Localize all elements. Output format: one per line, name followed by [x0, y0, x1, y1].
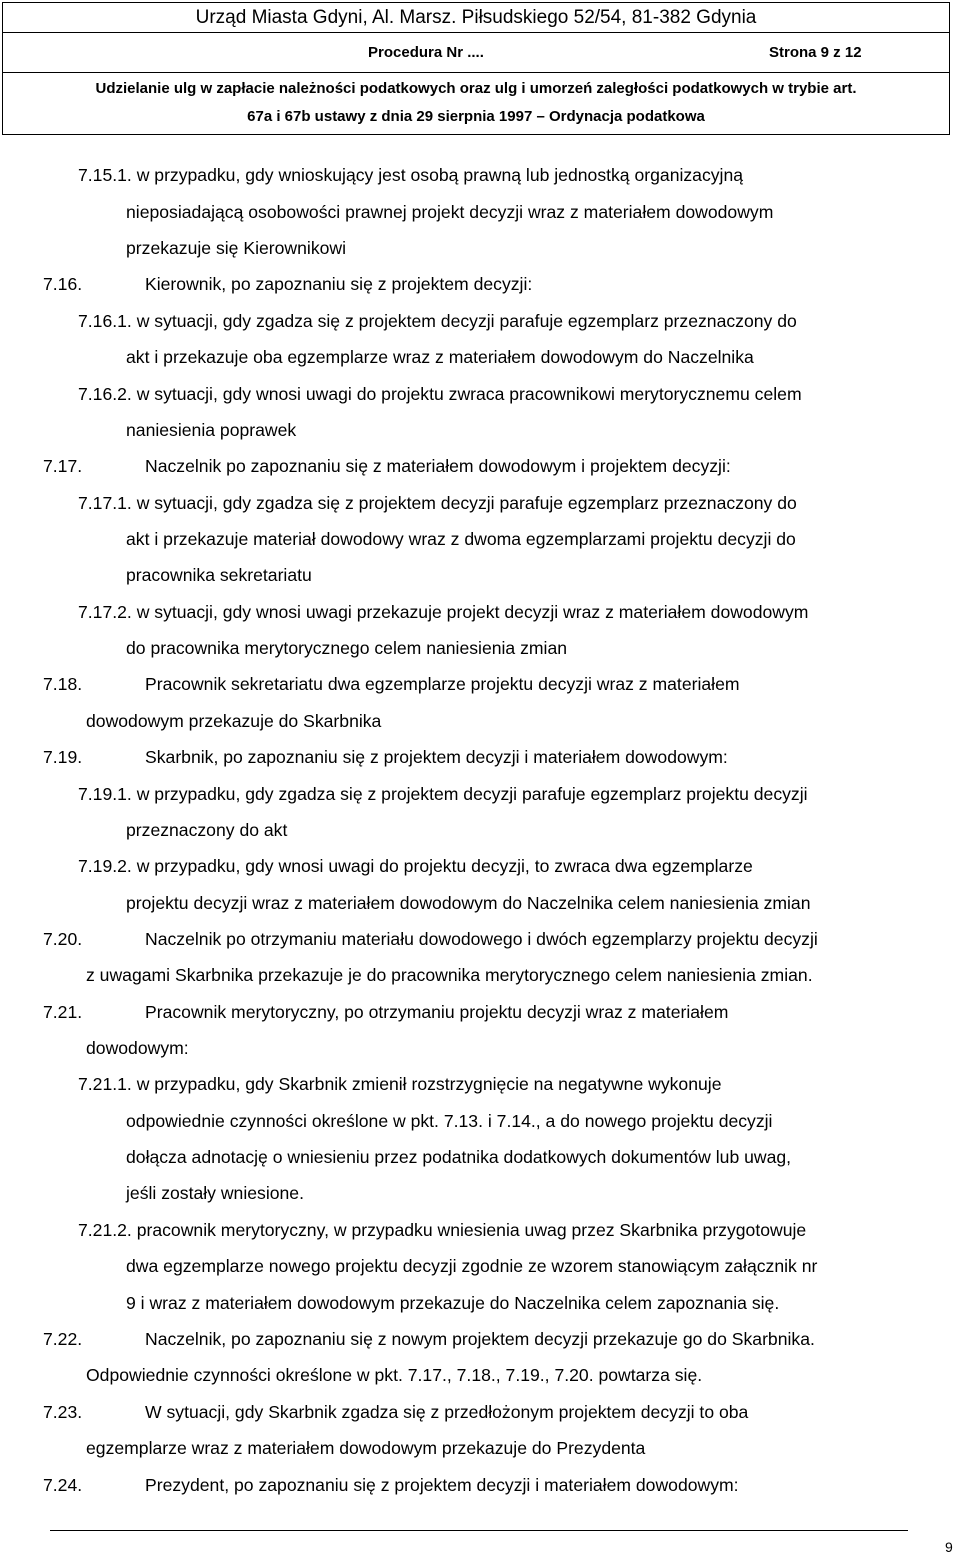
text-line: dowodowym:	[86, 1038, 189, 1058]
text-line: 7.21.1. w przypadku, gdy Skarbnik zmienił rozstrzygnięcie na negatywne wykonuje	[78, 1074, 722, 1094]
text-line: odpowiednie czynności określone w pkt. 7.13. i 7.14., a do nowego projektu decyzji	[126, 1111, 773, 1131]
text-line: dołącza adnotację o wniesieniu przez podatnika dodatkowych dokumentów lub uwag,	[126, 1147, 792, 1167]
text-line: 7.16.2. w sytuacji, gdy wnosi uwagi do projektu zwraca pracownikowi merytorycznemu celem	[78, 384, 802, 404]
text-line: akt i przekazuje oba egzemplarze wraz z materiałem dowodowym do Naczelnika	[126, 347, 754, 367]
text-line: projektu decyzji wraz z materiałem dowodowym do Naczelnika celem naniesienia zmian	[126, 893, 811, 913]
procedure-row	[3, 33, 949, 73]
text-line: Naczelnik po zapoznaniu się z materiałem dowodowym i projektem decyzji:	[145, 456, 731, 476]
text-line: egzemplarze wraz z materiałem dowodowym przekazuje do Prezydenta	[86, 1438, 646, 1458]
text-line: nieposiadającą osobowości prawnej projekt decyzji wraz z materiałem dowodowym	[126, 202, 774, 222]
text-line: Pracownik merytoryczny, po otrzymaniu projektu decyzji wraz z materiałem	[145, 1002, 729, 1022]
subtitle-line-2: 67a i 67b ustawy z dnia 29 sierpnia 1997 – Ordynacja podatkowa	[247, 108, 705, 125]
procedure-number: Procedura Nr ....	[368, 44, 484, 61]
section-number: 7.19.	[43, 747, 83, 767]
text-line: akt i przekazuje materiał dowodowy wraz z dwoma egzemplarzami projektu decyzji do	[126, 529, 796, 549]
text-line: dowodowym przekazuje do Skarbnika	[86, 711, 382, 731]
text-line: 7.15.1. w przypadku, gdy wnioskujący jest osobą prawną lub jednostką organizacyjną	[78, 165, 744, 185]
text-line: Naczelnik, po zapoznaniu się z nowym projektem decyzji przekazuje go do Skarbnika.	[145, 1329, 815, 1349]
footer-divider	[50, 1530, 908, 1531]
text-line: Skarbnik, po zapoznaniu się z projektem decyzji i materiałem dowodowym:	[145, 747, 728, 767]
text-line: Pracownik sekretariatu dwa egzemplarze projektu decyzji wraz z materiałem	[145, 674, 740, 694]
text-line: 9 i wraz z materiałem dowodowym przekazuje do Naczelnika celem zapoznania się.	[126, 1293, 780, 1313]
text-line: przekazuje się Kierownikowi	[126, 238, 347, 258]
text-line: Odpowiednie czynności określone w pkt. 7.17., 7.18., 7.19., 7.20. powtarza się.	[86, 1365, 703, 1385]
text-line: 7.17.2. w sytuacji, gdy wnosi uwagi przekazuje projekt decyzji wraz z materiałem dowodowym	[78, 602, 809, 622]
text-line: 7.19.2. w przypadku, gdy wnosi uwagi do projektu decyzji, to zwraca dwa egzemplarze	[78, 856, 753, 876]
text-line: przeznaczony do akt	[126, 820, 288, 840]
page-number: 9	[945, 1539, 953, 1555]
section-number: 7.18.	[43, 674, 83, 694]
subtitle-line-1: Udzielanie ulg w zapłacie należności podatkowych oraz ulg i umorzeń zaległości podatkowych w trybie art.	[95, 80, 857, 97]
section-number: 7.20.	[43, 929, 83, 949]
section-number: 7.22.	[43, 1329, 83, 1349]
text-line: z uwagami Skarbnika przekazuje je do pracownika merytorycznego celem naniesienia zmian.	[86, 965, 813, 985]
page-header	[2, 2, 950, 135]
text-line: 7.16.1. w sytuacji, gdy zgadza się z projektem decyzji parafuje egzemplarz przeznaczony do	[78, 311, 797, 331]
text-line: jeśli zostały wniesione.	[126, 1183, 304, 1203]
section-number: 7.16.	[43, 274, 83, 294]
text-line: Kierownik, po zapoznaniu się z projektem decyzji:	[145, 274, 533, 294]
text-line: 7.19.1. w przypadku, gdy zgadza się z projektem decyzji parafuje egzemplarz projektu decyzji	[78, 784, 808, 804]
procedure-subtitle	[3, 73, 949, 136]
text-line: 7.17.1. w sytuacji, gdy zgadza się z projektem decyzji parafuje egzemplarz przeznaczony do	[78, 493, 797, 513]
office-address-title: Urząd Miasta Gdyni, Al. Marsz. Piłsudskiego 52/54, 81-382 Gdynia	[3, 3, 949, 33]
text-line: W sytuacji, gdy Skarbnik zgadza się z przedłożonym projektem decyzji to oba	[145, 1402, 749, 1422]
section-number: 7.23.	[43, 1402, 83, 1422]
text-line: naniesienia poprawek	[126, 420, 297, 440]
text-line: Prezydent, po zapoznaniu się z projektem decyzji i materiałem dowodowym:	[145, 1475, 739, 1495]
text-line: pracownika sekretariatu	[126, 565, 312, 585]
page-indicator: Strona 9 z 12	[769, 44, 862, 61]
text-line: 7.21.2. pracownik merytoryczny, w przypadku wniesienia uwag przez Skarbnika przygotowuje	[78, 1220, 807, 1240]
text-line: dwa egzemplarze nowego projektu decyzji zgodnie ze wzorem stanowiącym załącznik nr	[126, 1256, 818, 1276]
text-line: do pracownika merytorycznego celem naniesienia zmian	[126, 638, 568, 658]
text-line: Naczelnik po otrzymaniu materiału dowodowego i dwóch egzemplarzy projektu decyzji	[145, 929, 818, 949]
section-number: 7.21.	[43, 1002, 83, 1022]
section-number: 7.24.	[43, 1475, 83, 1495]
section-number: 7.17.	[43, 456, 83, 476]
